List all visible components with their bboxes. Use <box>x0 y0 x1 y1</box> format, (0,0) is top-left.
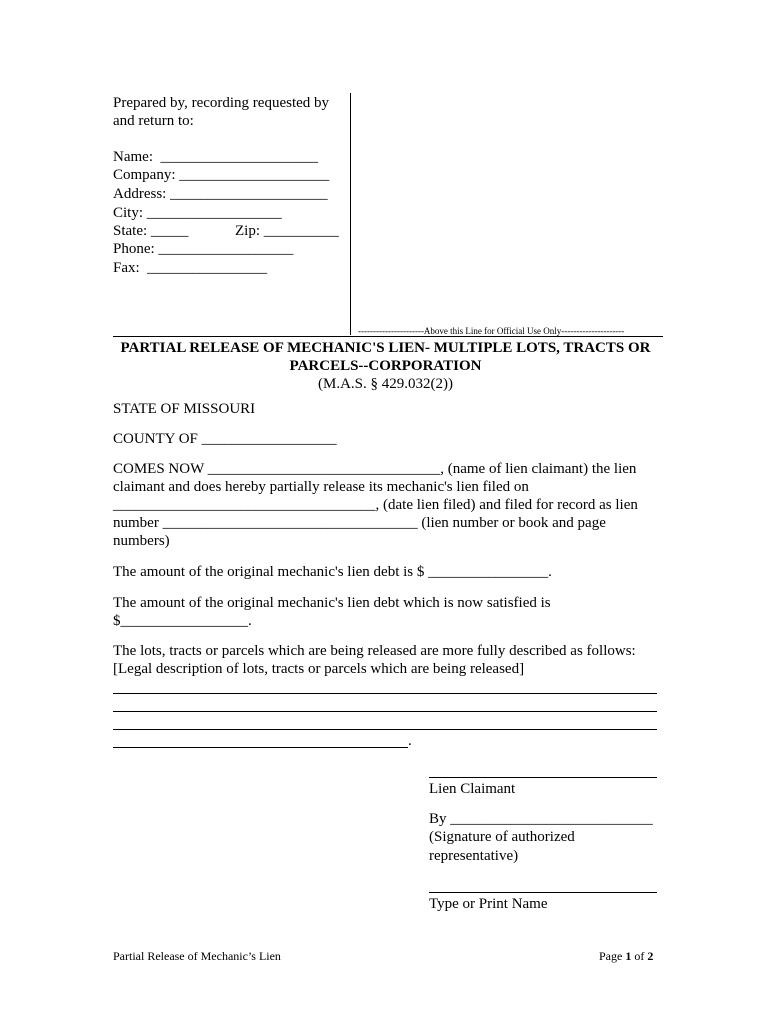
page-number: 1 <box>625 949 632 963</box>
page-indicator <box>599 949 653 963</box>
satisfied-amount-line1: The amount of the original mechanic's lien debt which is now satisfied is <box>113 595 551 611</box>
official-use-divider-vertical <box>350 93 351 335</box>
comes-now-line4[interactable]: number __________________________________ (lien number or book and page <box>113 515 606 531</box>
prepared-by-line2: and return to: <box>113 113 194 129</box>
company-field[interactable]: Company: ____________________ <box>113 167 330 183</box>
page-total: 2 <box>647 949 654 963</box>
by-signature-field[interactable]: By ___________________________ <box>429 811 653 827</box>
original-amount-field[interactable]: The amount of the original mechanic's lien debt is $ ________________. <box>113 564 552 580</box>
satisfied-amount-field[interactable]: $_________________. <box>113 613 252 629</box>
page-of: of <box>631 949 648 963</box>
legal-description-line[interactable] <box>113 693 657 694</box>
comes-now-line2: claimant and does hereby partially release its mechanic's lien filed on <box>113 479 529 495</box>
state-of-missouri: STATE OF MISSOURI <box>113 401 256 417</box>
document-title-line1: PARTIAL RELEASE OF MECHANIC'S LIEN- MULTIPLE LOTS, TRACTS OR <box>120 340 651 356</box>
official-use-notice: ----------------------Above this Line for Official Use Only--------------------- <box>358 326 625 336</box>
footer-document-name: Partial Release of Mechanic’s Lien <box>113 949 281 963</box>
legal-description-period: . <box>408 733 412 749</box>
legal-description-line[interactable] <box>113 711 657 712</box>
comes-now-line1[interactable]: COMES NOW _______________________________, (name of lien claimant) the lien <box>113 461 637 477</box>
fax-field[interactable]: Fax: ________________ <box>113 260 268 276</box>
name-field[interactable]: Name: _____________________ <box>113 149 318 165</box>
type-print-name-label: Type or Print Name <box>429 896 548 912</box>
signature-note-line1: (Signature of authorized <box>429 829 575 845</box>
state-field[interactable]: State: _____ <box>113 223 189 239</box>
phone-field[interactable]: Phone: __________________ <box>113 241 294 257</box>
lots-description-line2: [Legal description of lots, tracts or parcels which are being released] <box>113 661 525 677</box>
comes-now-line5: numbers) <box>113 533 170 549</box>
address-field[interactable]: Address: _____________________ <box>113 186 328 202</box>
print-name-line[interactable] <box>429 892 657 893</box>
page-prefix: Page <box>599 949 626 963</box>
comes-now-line3[interactable]: ___________________________________, (date lien filed) and filed for record as lien <box>113 497 638 513</box>
city-field[interactable]: City: __________________ <box>113 205 282 221</box>
prepared-by-line1: Prepared by, recording requested by <box>113 95 330 111</box>
lien-claimant-signature-line[interactable] <box>429 777 657 778</box>
zip-field[interactable]: Zip: __________ <box>235 223 339 239</box>
lots-description-line1: The lots, tracts or parcels which are being released are more fully described as follows: <box>113 643 636 659</box>
document-title-line2: PARCELS--CORPORATION <box>289 358 482 374</box>
signature-note-line2: representative) <box>429 848 519 864</box>
statute-reference: (M.A.S. § 429.032(2)) <box>318 376 453 392</box>
legal-description-line[interactable] <box>113 729 657 730</box>
lien-claimant-label: Lien Claimant <box>429 781 516 797</box>
county-field[interactable]: COUNTY OF __________________ <box>113 431 337 447</box>
legal-description-line[interactable] <box>113 747 408 748</box>
official-use-divider-horizontal <box>113 336 663 337</box>
